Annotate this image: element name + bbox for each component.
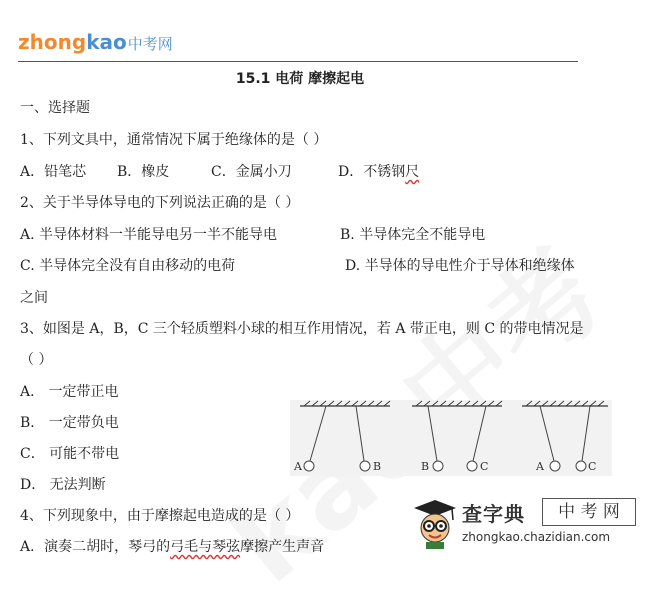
question-3-stem: 3、如图是 A，B，C 三个轻质塑料小球的相互作用情况，若 A 带正电，则 C 的带电情况是: [20, 321, 584, 337]
logo-kao: kao: [86, 30, 127, 54]
q2-option-d-continued: 之间: [20, 290, 48, 306]
figure-charged-balls: [290, 400, 612, 476]
pair-1-right-label: B: [373, 460, 382, 473]
pair-1-left-label: A: [294, 460, 302, 473]
logo-cn: 中考网: [127, 35, 173, 53]
charged-balls-diagram: [290, 400, 612, 476]
q1-option-d-text: D．不锈钢: [338, 164, 406, 180]
q3-option-d: D． 无法判断: [20, 477, 106, 493]
q3-option-c: C． 可能不带电: [20, 446, 120, 462]
q2-option-c: C. 半导体完全没有自由移动的电荷: [20, 258, 236, 274]
q2-option-d: D. 半导体的导电性介于导体和绝缘体: [345, 258, 575, 274]
pair-2-left-label: B: [421, 460, 430, 473]
q1-option-d: [338, 163, 419, 181]
ball-pair-2: [412, 401, 502, 473]
ball-pair-3: [522, 401, 608, 473]
question-4-stem: 4、下列现象中，由于摩擦起电造成的是（ ）: [20, 508, 300, 524]
q2-option-a: A. 半导体材料一半能导电另一半不能导电: [20, 227, 278, 243]
q4-option-a-text: A．演奏二胡时，琴弓的: [20, 539, 171, 555]
brand-name: 查字典: [462, 502, 525, 526]
question-2-stem: 2、关于半导体导电的下列说法正确的是（ ）: [20, 195, 300, 211]
question-1-stem: 1、下列文具中，通常情况下属于绝缘体的是（ ）: [20, 132, 328, 148]
q4-option-a: [20, 538, 324, 556]
pair-2-right-label: C: [480, 460, 489, 473]
graduate-mascot-icon: [412, 498, 458, 550]
page-title: 15.1 电荷 摩擦起电: [235, 71, 365, 87]
q1-option-b: B．橡皮: [117, 164, 170, 180]
q4-option-a-marked: 弓毛与琴弦: [170, 539, 241, 555]
brand-zhongkao-box: 中 考 网: [542, 498, 636, 526]
site-logo[interactable]: [18, 30, 173, 56]
q3-option-b: B． 一定带负电: [20, 415, 119, 431]
section-heading: 一、选择题: [20, 100, 90, 116]
ball-pair-1: [293, 401, 390, 473]
brand-url[interactable]: zhongkao.chazidian.com: [462, 530, 611, 544]
pair-3-left-label: A: [536, 460, 544, 473]
q4-option-a-text-end: 摩擦产生声音: [240, 539, 325, 555]
q1-option-a: A．铅笔芯: [20, 164, 87, 180]
question-3-stem-continued: （ ）: [20, 352, 53, 368]
q1-option-c: C．金属小刀: [211, 164, 292, 180]
q3-option-a: A． 一定带正电: [20, 384, 119, 400]
pair-3-right-label: C: [588, 460, 597, 473]
q2-option-b: B. 半导体完全不能导电: [340, 227, 486, 243]
header-divider: [18, 61, 578, 62]
q1-option-d-marked: 尺: [405, 164, 420, 180]
logo-zhong: zhong: [18, 30, 87, 54]
brand-badge[interactable]: [410, 492, 642, 556]
